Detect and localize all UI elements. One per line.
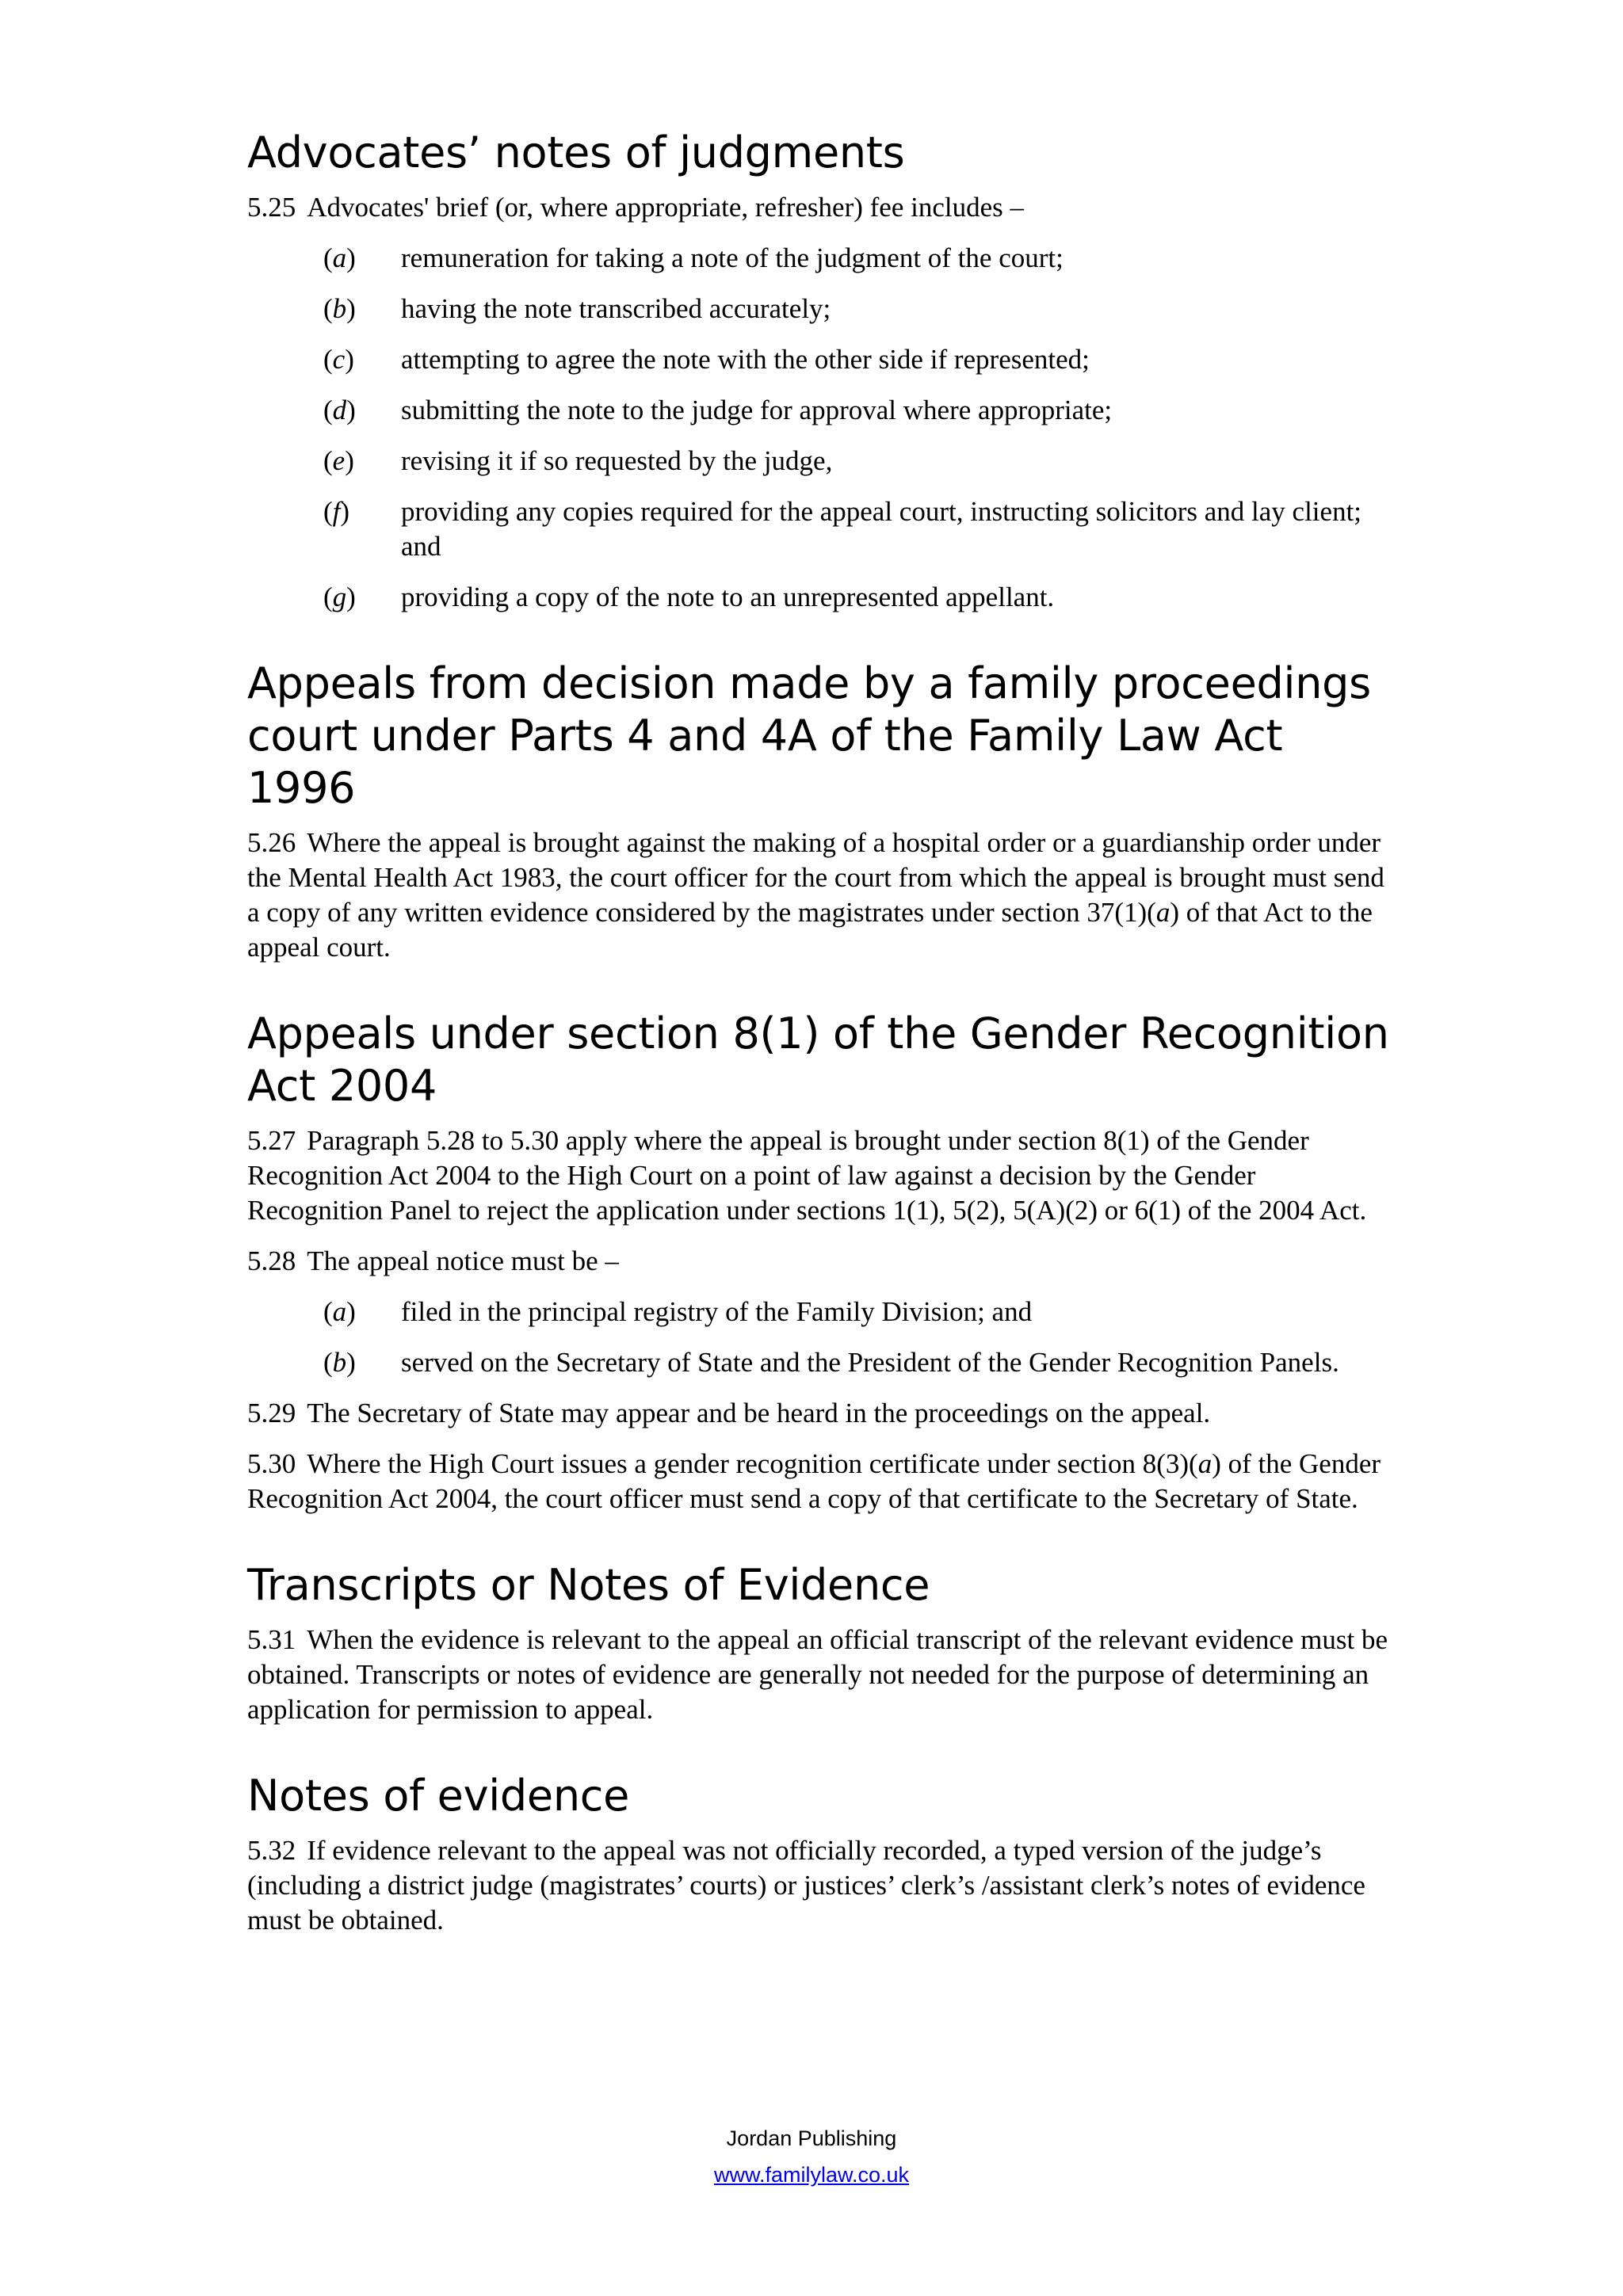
- paragraph-text: Where the appeal is brought against the making of a hospital order or a guardianship order under the Mental Health Act 1983, the court officer for the court from which the appeal is brought must send a copy of any written evidence considered by the magistrates under section 37(1)(: [247, 827, 1384, 928]
- list-item-text: having the note transcribed accurately;: [401, 293, 831, 324]
- section-heading-transcripts: Transcripts or Notes of Evidence: [247, 1560, 930, 1610]
- paragraph-text: The Secretary of State may appear and be heard in the proceedings on the appeal.: [307, 1398, 1211, 1428]
- section-heading-notes-of-evidence: Notes of evidence: [247, 1771, 630, 1821]
- paragraph-5-27: [247, 1123, 1396, 1228]
- paragraph-number: 5.30: [247, 1448, 296, 1479]
- list-marker: (b): [323, 1347, 356, 1378]
- paragraph-number: 5.28: [247, 1245, 296, 1276]
- section-heading-advocates-notes: Advocates’ notes of judgments: [247, 128, 905, 177]
- list-item-text: revising it if so requested by the judge,: [401, 445, 833, 476]
- paragraph-5-30: [247, 1447, 1396, 1516]
- list-marker: (a): [323, 242, 356, 273]
- list-item: [247, 1295, 1396, 1329]
- paragraph-text: When the evidence is relevant to the appeal an official transcript of the relevant evidence must be obtained. Transcripts or notes of evidence are generally not needed for the purpose of determining an application for permission to appeal.: [247, 1624, 1388, 1725]
- list-marker: (g): [323, 582, 356, 612]
- list-item-text: attempting to agree the note with the other side if represented;: [401, 344, 1090, 375]
- publisher-link[interactable]: www.familylaw.co.uk: [713, 2163, 910, 2187]
- paragraph-number: 5.25: [247, 192, 296, 223]
- paragraph-number: 5.31: [247, 1624, 296, 1655]
- publisher-name: Jordan Publishing: [726, 2126, 897, 2150]
- list-marker: (e): [323, 445, 354, 476]
- appeal-notice-list: [247, 1295, 1396, 1380]
- list-item-text: filed in the principal registry of the Family Division; and: [401, 1296, 1033, 1327]
- section-heading-gender-recognition: Appeals under section 8(1) of the Gender Recognition Act 2004: [247, 1009, 1389, 1111]
- list-item: [247, 580, 1396, 615]
- paragraph-5-32: [247, 1833, 1396, 1938]
- paragraph-text-end: ) of that Act to the appeal court.: [247, 897, 1373, 963]
- paragraph-text: If evidence relevant to the appeal was not officially recorded, a typed version of the judge’s (including a district judge (magistrates’ courts) or justices’ clerk’s /assistant clerk’s notes of evidence must be obtained.: [247, 1835, 1365, 1936]
- list-item-text: submitting the note to the judge for approval where appropriate;: [401, 395, 1113, 425]
- paragraph-text: Where the High Court issues a gender recognition certificate under section 8(3)(: [307, 1448, 1198, 1479]
- paragraph-italic: a: [1197, 1448, 1212, 1479]
- section-heading-family-proceedings: Appeals from decision made by a family proceedings court under Parts 4 and 4A of the Family Law Act 1996: [247, 658, 1371, 813]
- list-marker: (b): [323, 293, 356, 324]
- page-footer: [0, 2120, 1623, 2193]
- list-marker: (a): [323, 1296, 356, 1327]
- fee-items-list: [247, 241, 1396, 615]
- paragraph-5-25: [247, 190, 1396, 225]
- list-marker: (c): [323, 344, 354, 375]
- list-item: [247, 494, 1396, 564]
- document-page: [247, 127, 1396, 1954]
- list-item: [247, 444, 1396, 479]
- paragraph-5-31: [247, 1623, 1396, 1727]
- list-item-text: served on the Secretary of State and the President of the Gender Recognition Panels.: [401, 1347, 1339, 1378]
- paragraph-text-end: ) of the Gender Recognition Act 2004, the court officer must send a copy of that certificate to the Secretary of State.: [247, 1448, 1381, 1514]
- paragraph-number: 5.26: [247, 827, 296, 858]
- paragraph-text: The appeal notice must be –: [307, 1245, 619, 1276]
- paragraph-text: Paragraph 5.28 to 5.30 apply where the appeal is brought under section 8(1) of the Gender Recognition Act 2004 to the High Court on a point of law against a decision by the Gender Recognition Panel to reject the application under sections 1(1), 5(2), 5(A)(2) or 6(1) of the 2004 Act.: [247, 1125, 1367, 1226]
- paragraph-5-28: [247, 1244, 1396, 1279]
- list-item: [247, 241, 1396, 276]
- paragraph-italic: a: [1155, 897, 1170, 928]
- list-item-text: providing a copy of the note to an unrepresented appellant.: [401, 582, 1055, 612]
- paragraph-text: Advocates' brief (or, where appropriate, refresher) fee includes –: [307, 192, 1024, 223]
- paragraph-number: 5.27: [247, 1125, 296, 1156]
- list-marker: (d): [323, 395, 356, 425]
- list-item: [247, 292, 1396, 326]
- list-item-text: providing any copies required for the appeal court, instructing solicitors and lay client; and: [401, 496, 1362, 562]
- list-item: [247, 1345, 1396, 1380]
- list-item: [247, 342, 1396, 377]
- list-item: [247, 393, 1396, 428]
- paragraph-number: 5.29: [247, 1398, 296, 1428]
- paragraph-5-29: [247, 1396, 1396, 1431]
- list-marker: (f): [323, 496, 350, 527]
- list-item-text: remuneration for taking a note of the judgment of the court;: [401, 242, 1064, 273]
- paragraph-5-26: [247, 826, 1396, 965]
- paragraph-number: 5.32: [247, 1835, 296, 1866]
